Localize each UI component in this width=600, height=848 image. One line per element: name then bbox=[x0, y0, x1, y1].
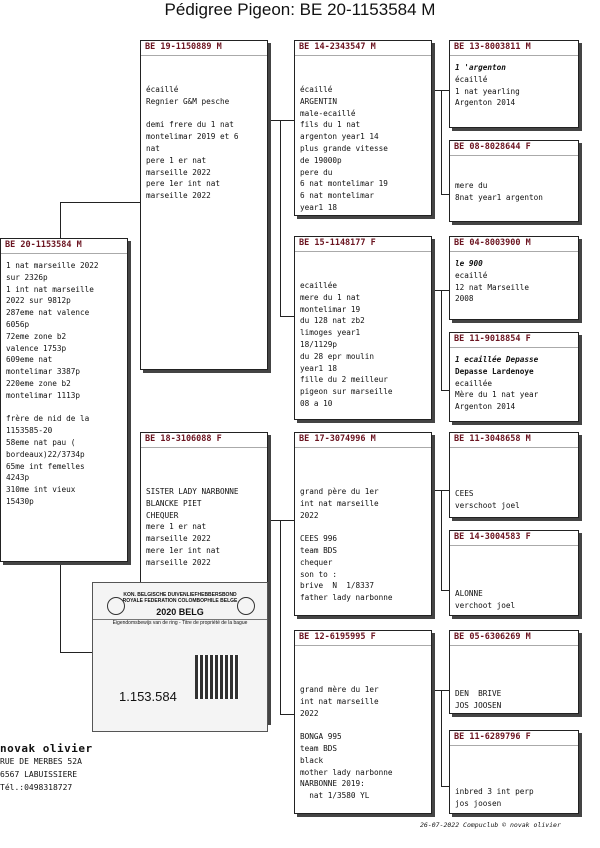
connector bbox=[441, 290, 442, 390]
note-line: mere du bbox=[455, 180, 488, 190]
note-line: fille du 2 meilleur bbox=[300, 375, 388, 385]
note-line: 2022 sur 9812p bbox=[6, 296, 71, 306]
ring-number: BE 04-8003900 M bbox=[450, 237, 578, 252]
pigeon-highlight: le 900 bbox=[455, 259, 483, 268]
note-line: nat bbox=[146, 143, 160, 153]
ring-number: BE 17-3074996 M bbox=[295, 433, 431, 448]
pigeon-card-main[interactable] bbox=[0, 238, 128, 562]
footer-credit: 26-07-2022 Compuclub © novak olivier bbox=[420, 821, 561, 829]
note-line: jos joosen bbox=[455, 798, 502, 808]
owner-city: 6567 LABUISSIERE bbox=[0, 770, 78, 779]
note-line: 4243p bbox=[6, 473, 30, 483]
note-line: marseille 2022 bbox=[146, 191, 211, 201]
pigeon-card-father-mother[interactable] bbox=[294, 236, 432, 420]
connector bbox=[441, 390, 449, 391]
ownership-text: Eigendomsbewijs van de ring - Titre de propriété de la bague bbox=[93, 619, 267, 626]
note-line: 310me int vieux bbox=[6, 485, 76, 495]
note-line: mere 1er int nat bbox=[146, 545, 221, 555]
note-line: du 28 epr moulin bbox=[300, 351, 375, 361]
note-line: male-ecaillé bbox=[300, 108, 356, 118]
note-line: CEES 996 bbox=[300, 534, 338, 544]
note-line: year1 18 bbox=[300, 202, 338, 212]
pigeon-notes bbox=[450, 546, 578, 612]
note-line: JOS JOOSEN bbox=[455, 700, 502, 710]
note-line: montelimar 2019 et 6 bbox=[146, 132, 239, 142]
pigeon-card-mmf[interactable] bbox=[449, 630, 579, 714]
note-line: verchoot joel bbox=[455, 600, 516, 610]
ring-number: BE 11-6289796 F bbox=[450, 731, 578, 746]
note-line: 2022 bbox=[300, 708, 319, 718]
note-line: Mère du 1 nat year bbox=[455, 390, 539, 400]
note-line: 609eme nat bbox=[6, 355, 53, 365]
note-line: pere 1er int nat bbox=[146, 179, 221, 189]
connector bbox=[60, 202, 140, 203]
note-line: inbred 3 int perp bbox=[455, 787, 534, 796]
pigeon-card-ffm[interactable] bbox=[449, 140, 579, 222]
note-line: marseille 2022 bbox=[146, 534, 211, 544]
note-line: 6 nat montelimar 19 bbox=[300, 179, 388, 189]
ring-number: BE 14-2343547 M bbox=[295, 41, 431, 56]
note-line: ARGENTIN bbox=[300, 96, 338, 106]
note-line: écaillé bbox=[455, 74, 488, 84]
note-line: pere 1 er nat bbox=[146, 155, 207, 165]
owner-address: RUE DE MERBES 52A bbox=[0, 757, 82, 766]
note-line: du 128 nat zb2 bbox=[300, 316, 365, 326]
note-line: montelimar 19 bbox=[300, 304, 361, 314]
note-line bbox=[300, 521, 426, 533]
note-line: 287eme nat valence bbox=[6, 308, 90, 318]
note-line bbox=[300, 719, 426, 731]
ring-number: BE 11-9018854 F bbox=[450, 333, 578, 348]
ring-number: BE 19-1150889 M bbox=[141, 41, 267, 56]
note-line: 8nat year1 argenton bbox=[455, 192, 543, 202]
pigeon-notes bbox=[295, 448, 431, 604]
note-line: Argenton 2014 bbox=[455, 98, 516, 108]
pigeon-notes bbox=[141, 56, 267, 202]
pigeon-card-fmm[interactable] bbox=[449, 332, 579, 422]
qr-code-icon bbox=[195, 655, 239, 699]
note-line: 1 nat marseille 2022 bbox=[6, 261, 99, 270]
connector bbox=[280, 520, 281, 714]
note-line: nat 1/3580 YL bbox=[300, 791, 370, 801]
note-line: int nat marseille bbox=[300, 498, 379, 508]
pigeon-notes bbox=[141, 448, 267, 569]
note-line: 65me int femelles bbox=[6, 461, 85, 471]
note-line: BONGA 995 bbox=[300, 732, 342, 742]
connector bbox=[270, 520, 294, 521]
note-line: argenton year1 14 bbox=[300, 132, 379, 142]
pigeon-card-father[interactable] bbox=[140, 40, 268, 370]
ring-number: BE 11-3048658 M bbox=[450, 433, 578, 448]
note-line: frère de nid de la bbox=[6, 414, 90, 424]
owner-block bbox=[0, 742, 93, 794]
pigeon-card-mother-father[interactable] bbox=[294, 432, 432, 616]
note-line: 18/1129p bbox=[300, 339, 338, 349]
pigeon-notes bbox=[450, 348, 578, 413]
note-line: NARBONNE 2019: bbox=[300, 779, 365, 789]
pigeon-highlight: 1 'argenton bbox=[455, 63, 506, 72]
ring-ownership-card bbox=[92, 582, 268, 732]
connector bbox=[60, 560, 61, 652]
note-line: verschoot joel bbox=[455, 500, 520, 510]
connector bbox=[60, 202, 61, 240]
owner-name: novak olivier bbox=[0, 742, 93, 755]
note-line: bordeaux)22/3734p bbox=[6, 449, 85, 459]
pigeon-notes bbox=[295, 56, 431, 214]
note-line: black bbox=[300, 755, 324, 765]
page-title: Pédigree Pigeon: BE 20-1153584 M bbox=[164, 0, 436, 19]
note-line: team BDS bbox=[300, 545, 338, 555]
note-line: fils du 1 nat bbox=[300, 120, 361, 130]
note-line: brive N 1/8337 bbox=[300, 581, 375, 591]
pigeon-breeder: Depasse Lardenoye bbox=[455, 366, 534, 376]
note-line: 72eme zone b2 bbox=[6, 331, 67, 341]
note-line: chequer bbox=[300, 557, 333, 567]
connector bbox=[441, 786, 449, 787]
note-line: 1 nat yearling bbox=[455, 86, 520, 96]
note-line: marseille 2022 bbox=[146, 557, 211, 567]
ring-card-number: 1.153.584 bbox=[119, 689, 177, 704]
note-line: SISTER LADY NARBONNE bbox=[146, 487, 239, 496]
pigeon-notes bbox=[450, 646, 578, 712]
note-line: Regnier G&M pesche bbox=[146, 96, 230, 106]
note-line: 220eme zone b2 bbox=[6, 378, 71, 388]
pigeon-notes bbox=[450, 156, 578, 203]
note-line: ecaillée bbox=[300, 281, 338, 290]
connector bbox=[441, 590, 449, 591]
note-line bbox=[146, 108, 262, 120]
federation-seal-icon bbox=[237, 597, 255, 615]
note-line: marseille 2022 bbox=[146, 167, 211, 177]
note-line: plus grande vitesse bbox=[300, 143, 388, 153]
note-line: mere du 1 nat bbox=[300, 292, 361, 302]
ring-number: BE 05-6306269 M bbox=[450, 631, 578, 646]
note-line: team BDS bbox=[300, 743, 338, 753]
connector bbox=[270, 120, 294, 121]
note-line: BLANCKE PIET bbox=[146, 498, 202, 508]
pigeon-card-fmf[interactable] bbox=[449, 236, 579, 320]
note-line: DEN BRIVE bbox=[455, 689, 502, 698]
note-line: CEES bbox=[455, 489, 474, 498]
note-line: valence 1753p bbox=[6, 343, 67, 353]
note-line: montelimar 3387p bbox=[6, 367, 81, 377]
connector bbox=[441, 90, 442, 194]
note-line: écaillé bbox=[300, 85, 333, 94]
owner-phone: Tél.:0498318727 bbox=[0, 783, 73, 792]
note-line: 2008 bbox=[455, 294, 474, 304]
pigeon-card-mfm[interactable] bbox=[449, 530, 579, 616]
connector bbox=[280, 316, 294, 317]
pigeon-card-mother-mother[interactable] bbox=[294, 630, 432, 814]
pigeon-notes bbox=[450, 448, 578, 512]
note-line: 08 a 10 bbox=[300, 398, 333, 408]
note-line: mother lady narbonne bbox=[300, 767, 393, 777]
ring-number: BE 15-1148177 F bbox=[295, 237, 431, 252]
note-line: son to : bbox=[300, 569, 338, 579]
note-line: pigeon sur marseille bbox=[300, 387, 393, 397]
ring-year: 2020 BELG bbox=[156, 607, 204, 617]
pigeon-card-fff[interactable] bbox=[449, 40, 579, 128]
note-line: 12 nat Marseille bbox=[455, 282, 530, 292]
note-line: father lady narbonne bbox=[300, 593, 393, 603]
connector bbox=[441, 194, 449, 195]
note-line: ecaillée bbox=[455, 378, 493, 388]
note-line: Argenton 2014 bbox=[455, 402, 516, 412]
ring-number: BE 08-8028644 F bbox=[450, 141, 578, 156]
note-line: CHEQUER bbox=[146, 510, 179, 520]
connector bbox=[441, 690, 442, 786]
note-line: ALONNE bbox=[455, 589, 483, 598]
note-line bbox=[455, 168, 573, 180]
note-line: 6056p bbox=[6, 319, 30, 329]
note-line: sur 2326p bbox=[6, 272, 48, 282]
note-line: mere 1 er nat bbox=[146, 522, 207, 532]
ring-number: BE 13-8003811 M bbox=[450, 41, 578, 56]
note-line: 2022 bbox=[300, 510, 319, 520]
pigeon-notes bbox=[295, 646, 431, 802]
note-line: grand père du 1er bbox=[300, 487, 379, 496]
note-line: grand mère du 1er bbox=[300, 685, 379, 694]
note-line: 15430p bbox=[6, 496, 34, 506]
federation-name-nl: KON. BELGISCHE DUIVENLIEFHEBBERSBOND bbox=[123, 592, 237, 598]
note-line: int nat marseille bbox=[300, 696, 379, 706]
pigeon-notes bbox=[450, 252, 578, 305]
note-line bbox=[6, 402, 122, 414]
pigeon-notes bbox=[450, 746, 578, 810]
ring-number: BE 14-3004583 F bbox=[450, 531, 578, 546]
connector bbox=[280, 120, 281, 316]
note-line: 58eme nat pau ( bbox=[6, 437, 76, 447]
pigeon-highlight: 1 ecaillée Depasse bbox=[455, 355, 539, 364]
note-line: 6 nat montelimar bbox=[300, 191, 375, 201]
pigeon-notes bbox=[450, 56, 578, 109]
note-line: 1 int nat marseille bbox=[6, 284, 94, 294]
note-line: montelimar 1113p bbox=[6, 390, 81, 400]
note-line: limoges year1 bbox=[300, 328, 361, 338]
pigeon-notes bbox=[1, 254, 127, 508]
pigeon-card-mmm[interactable] bbox=[449, 730, 579, 814]
note-line: écaillé bbox=[146, 85, 179, 94]
pigeon-card-mff[interactable] bbox=[449, 432, 579, 518]
note-line: pere du bbox=[300, 167, 333, 177]
ring-number: BE 12-6195995 F bbox=[295, 631, 431, 646]
pigeon-notes bbox=[295, 252, 431, 410]
note-line: demi frere du 1 nat bbox=[146, 120, 234, 130]
federation-name-fr: ROYALE FEDERATION COLOMBOPHILE BELGE bbox=[122, 598, 238, 604]
connector bbox=[280, 714, 294, 715]
connector bbox=[441, 490, 442, 590]
note-line: ecaillé bbox=[455, 270, 488, 280]
pigeon-card-father-father[interactable] bbox=[294, 40, 432, 216]
note-line: de 19000p bbox=[300, 155, 342, 165]
note-line: 1153585-20 bbox=[6, 426, 53, 436]
federation-logo-icon bbox=[107, 597, 125, 615]
ring-number: BE 20-1153584 M bbox=[1, 239, 127, 254]
ring-number: BE 18-3106088 F bbox=[141, 433, 267, 448]
note-line: year1 18 bbox=[300, 363, 338, 373]
